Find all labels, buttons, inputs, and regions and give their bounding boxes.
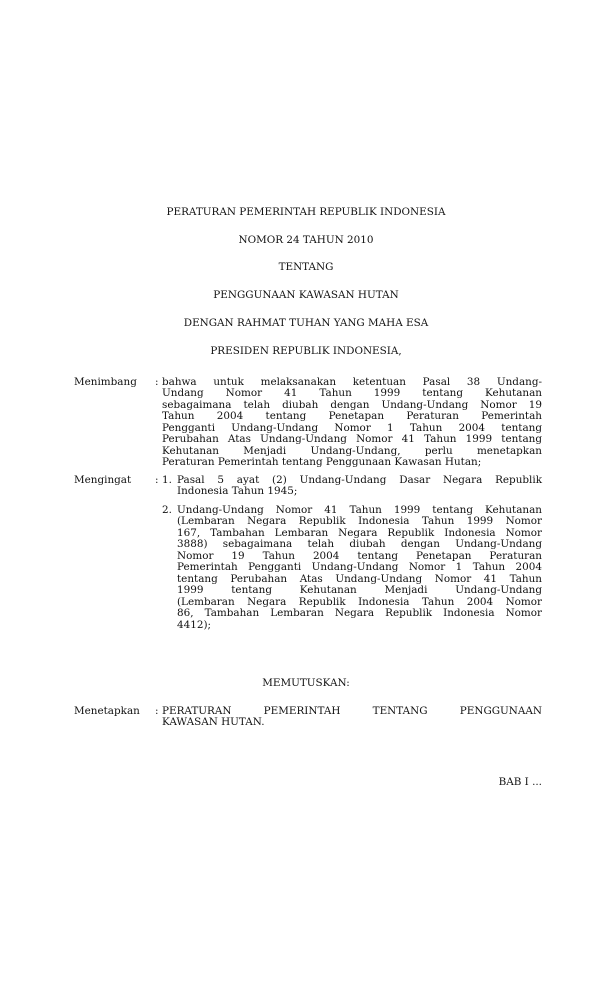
regulation-number: NOMOR 24 TAHUN 2010 xyxy=(238,234,374,246)
text-line: Peraturan Pemerintah tentang Penggunaan Kawasan Hutan; xyxy=(162,456,482,469)
mengingat-item-1 xyxy=(177,475,542,498)
text-line: Undang-Undang Nomor 41 Tahun 1999 tentang Kehutanan xyxy=(177,504,542,516)
about-label: TENTANG xyxy=(278,261,334,273)
menetapkan-label: Menetapkan xyxy=(74,705,140,717)
text-line: Perubahan Atas Undang-Undang Nomor 41 Tahun 1999 tentang xyxy=(162,433,542,446)
text-line: Pengganti Undang-Undang Nomor 1 Tahun 2004 tentang xyxy=(162,421,542,434)
text-line: (Lembaran Negara Republik Indonesia Tahun 2004 Nomor xyxy=(177,595,542,608)
text-line: 4412); xyxy=(177,618,211,631)
text-line: 167, Tambahan Lembaran Negara Republik Indonesia Nomor xyxy=(177,526,542,539)
text-line: bahwa untuk melaksanakan ketentuan Pasal 38 Undang- xyxy=(162,376,542,388)
colon: : xyxy=(155,474,159,486)
text-line: tentang Perubahan Atas Undang-Undang Nomor 41 Tahun xyxy=(177,572,542,585)
president-line: PRESIDEN REPUBLIK INDONESIA, xyxy=(210,345,402,357)
colon: : xyxy=(155,376,159,388)
menimbang-text xyxy=(162,377,542,469)
text-line: PERATURAN PEMERINTAH TENTANG PENGGUNAAN xyxy=(162,705,542,717)
memutuskan-heading: MEMUTUSKAN: xyxy=(262,677,350,689)
regulation-title: PERATURAN PEMERINTAH REPUBLIK INDONESIA xyxy=(166,206,446,218)
text-line: Tahun 2004 tentang Penetapan Peraturan Pemerintah xyxy=(162,410,542,423)
text-line: Nomor 19 Tahun 2004 tentang Penetapan Peraturan xyxy=(177,549,542,562)
text-line: Kehutanan Menjadi Undang-Undang, perlu menetapkan xyxy=(162,444,542,457)
text-line: 3888) sebagaimana telah diubah dengan Undang-Undang xyxy=(177,538,542,551)
text-line: Pemerintah Pengganti Undang-Undang Nomor 1 Tahun 2004 xyxy=(177,561,542,574)
text-line: Pasal 5 ayat (2) Undang-Undang Dasar Negara Republik xyxy=(177,474,542,486)
colon: : xyxy=(155,705,159,717)
text-line: Indonesia Tahun 1945; xyxy=(177,485,298,498)
menetapkan-text xyxy=(162,706,542,729)
text-line: 1999 tentang Kehutanan Menjadi Undang-Undang xyxy=(177,584,542,597)
text-line: (Lembaran Negara Republik Indonesia Tahun 1999 Nomor xyxy=(177,515,542,528)
mengingat-item-2 xyxy=(177,505,542,631)
next-page-marker: BAB I ... xyxy=(498,776,542,788)
text-line: sebagaimana telah diubah dengan Undang-Undang Nomor 19 xyxy=(162,398,542,411)
menimbang-label: Menimbang xyxy=(74,376,137,388)
mengingat-label: Mengingat xyxy=(74,474,132,486)
text-line: KAWASAN HUTAN. xyxy=(162,716,265,729)
regulation-subject: PENGGUNAAN KAWASAN HUTAN xyxy=(213,289,399,301)
blessing-line: DENGAN RAHMAT TUHAN YANG MAHA ESA xyxy=(183,317,429,329)
text-line: Undang Nomor 41 Tahun 1999 tentang Kehutanan xyxy=(162,387,542,400)
text-line: 86, Tambahan Lembaran Negara Republik Indonesia Nomor xyxy=(177,607,542,620)
item-number: 2. xyxy=(162,504,172,516)
item-number: 1. xyxy=(162,474,172,486)
